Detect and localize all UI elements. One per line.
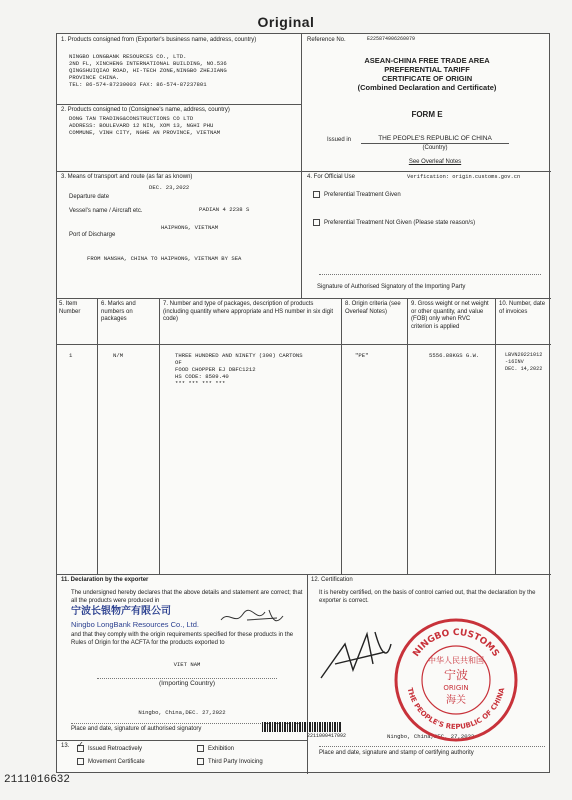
exhibition-checkbox[interactable] (197, 745, 204, 752)
departure-date: DEC. 23,2022 (149, 184, 190, 191)
certifier-place-date: Ningbo, China,DEC. 27,2022 (387, 733, 475, 740)
box2-label: 2. Products consigned to (Consignee's name, address, country) (61, 107, 230, 113)
invoice-line: LBVN20221012 (505, 352, 543, 358)
issued-in-country: THE PEOPLE'S REPUBLIC OF CHINA (361, 135, 509, 144)
certification-text: It is hereby certified, on the basis of control carried out, that the declaration by the exporter is correct. (319, 590, 536, 604)
divider (301, 34, 302, 298)
consignee-line: COMMUNE, VINH CITY, NGHE AN PROVINCE, VIETNAM (69, 129, 221, 136)
divider (159, 298, 160, 574)
desc-line: OF (175, 359, 182, 366)
invoice-line: -16INV (505, 359, 524, 365)
exporter-line: PROVINCE CHINA. (69, 74, 120, 81)
gross-weight-value: 5556.88KGS G.W. (429, 352, 480, 359)
country-line (97, 678, 277, 679)
divider (407, 298, 408, 574)
stamp-cn-bottom: 海关 (446, 695, 466, 706)
not-given-label: Preferential Treatment Not Given (Please state reason/s) (324, 220, 476, 227)
company-chop-cn: 宁波长银物产有限公司 (71, 606, 171, 617)
desc-line: *** *** *** *** (175, 380, 226, 387)
third-party-checkbox[interactable] (197, 758, 204, 765)
box4-label: 4. For Official Use (307, 174, 355, 180)
exporter-place-label: Place and date, signature of authorised signatory (71, 726, 202, 732)
reference-number: E225874906260079 (367, 36, 416, 42)
col-gross-weight: 9. Gross weight or net weight or other quantity, and value (FOB) only when RVC criterion is applied (411, 301, 489, 330)
movement-label: Movement Certificate (88, 759, 145, 766)
issued-retro-label: Issued Retroactively (88, 746, 143, 753)
reference-label: Reference No. (307, 37, 346, 43)
given-label: Preferential Treatment Given (324, 192, 401, 199)
port-of-discharge: HAIPHONG, VIETNAM (161, 224, 219, 231)
divider (495, 298, 496, 574)
third-party-invoicing (197, 758, 305, 767)
barcode (262, 722, 342, 732)
heading-line: PREFERENTIAL TARIFF (384, 65, 470, 74)
divider (57, 344, 551, 345)
exporter-place-date: Ningbo, China,DEC. 27,2022 (138, 709, 226, 716)
movement-checkbox[interactable] (77, 758, 84, 765)
divider (57, 740, 307, 741)
box11-label: 11. Declaration by the exporter (61, 577, 149, 583)
description-value (175, 352, 347, 387)
divider (57, 171, 551, 172)
exporter-signature (217, 606, 287, 630)
box3-label: 3. Means of transport and route (as far as known) (61, 174, 193, 180)
preferential-given (313, 191, 513, 200)
invoice-line: DEC. 14,2022 (505, 366, 543, 372)
stamp-cn-ring: 中华人民共和国 (428, 656, 484, 665)
verification-url: Verification: origin.customs.gov.cn (407, 174, 521, 180)
vessel-name: PADIAN 4 2238 S (199, 206, 250, 213)
stamp-bottom-text: THE PEOPLE'S REPUBLIC OF CHINA (405, 686, 507, 732)
exporter-line: TEL: 86-574-87230003 FAX: 86-574-87237801 (69, 81, 207, 88)
col-origin-criteria: 8. Origin criteria (see Overleaf Notes) (345, 301, 401, 315)
issued-retro-checkbox[interactable] (77, 745, 84, 752)
divider (57, 298, 551, 299)
certifier-date-line (319, 746, 545, 747)
importing-party-signature-label: Signature of Authorised Signatory of the Importing Party (317, 284, 466, 290)
departure-label: Departure date (69, 194, 110, 200)
stamp-top-text: NINGBO CUSTOMS (411, 627, 501, 659)
preferential-not-given (313, 219, 549, 228)
customs-stamp (393, 617, 519, 743)
divider (57, 574, 551, 575)
document-title: Original (257, 14, 315, 30)
barcode-number: 2211000417092 (307, 733, 347, 739)
col-item-number: 5. Item Number (59, 301, 81, 315)
country-caption: (Country) (422, 145, 448, 151)
col-invoices: 10. Number, date of invoices (499, 301, 546, 315)
heading-line: (Combined Declaration and Certificate) (357, 83, 497, 92)
col-description: 7. Number and type of packages, description of products (including quantity where appropriate and HS number in six digit code) (163, 301, 334, 322)
form-e-title: FORM E (411, 110, 443, 119)
divider (341, 298, 342, 574)
declaration-text-2: and that they comply with the origin requirements specified for these products in the Rules of Origin for the ACFTA for the products exported to (71, 632, 294, 646)
desc-line: THREE HUNDRED AND NINETY (390) CARTONS (175, 352, 303, 359)
given-checkbox[interactable] (313, 191, 320, 198)
consignee-line: DONG TAN TRADING&CONSTRUCTIONS CO LTD (69, 115, 194, 122)
vessel-label: Vessel's name / Aircraft etc. (69, 208, 143, 214)
route: FROM NANSHA, CHINA TO HAIPHONG, VIETNAM BY SEA (87, 255, 242, 262)
exporter-line: QINGSHUIQIAO ROAD, HI-TECH ZONE,NINGBO ZHEJIANG (69, 67, 227, 74)
exporter-line: 2ND FL, XINCHENG INTERNATIONAL BUILDING, NO.536 (69, 60, 227, 67)
box12-label: 12. Certification (311, 577, 353, 583)
footer-code: 2111016632 (4, 774, 71, 786)
divider (57, 104, 301, 105)
declaration-text: The undersigned hereby declares that the above details and statement are correct; that all the products were produced in (71, 590, 303, 604)
importing-country: VIET NAM (173, 661, 201, 668)
box1-label: 1. Products consigned from (Exporter's business name, address, country) (61, 37, 257, 43)
desc-line: FOOD CHOPPER EJ DBFC1212 (175, 366, 256, 373)
exhibition (197, 745, 297, 754)
col-marks: 6. Marks and numbers on packages (101, 301, 136, 322)
certifier-place-label: Place and date, signature and stamp of certifying authority (319, 750, 474, 756)
issued-in-label: Issued in (327, 137, 352, 143)
exporter-line: NINGBO LONGBANK RESOURCES CO., LTD. (69, 53, 187, 60)
exporter-address (69, 53, 299, 88)
heading-line: CERTIFICATE OF ORIGIN (381, 74, 473, 83)
heading-line: ASEAN-CHINA FREE TRADE AREA (364, 56, 490, 65)
company-chop-en: Ningbo LongBank Resources Co., Ltd. (71, 620, 199, 629)
third-party-label: Third Party Invoicing (208, 759, 263, 766)
origin-criteria-value: "PE" (355, 352, 369, 359)
box13-label: 13. (61, 743, 70, 749)
stamp-origin: ORIGIN (443, 684, 469, 692)
marks-value: N/M (113, 352, 124, 359)
divider (97, 298, 98, 574)
port-label: Port of Discharge (69, 232, 116, 238)
consignee-line: ADDRESS: BOULEVARD 12 NIN, XOM 13, NGHI PHU (69, 122, 214, 129)
certifier-signature (315, 624, 395, 684)
certificate-heading (307, 56, 547, 92)
invoice-value (505, 352, 551, 373)
desc-line: HS CODE: 8509.40 (175, 373, 229, 380)
movement-certificate (77, 758, 187, 767)
issued-retroactively (77, 745, 187, 754)
exhibition-label: Exhibition (208, 746, 235, 753)
not-given-checkbox[interactable] (313, 219, 320, 226)
stamp-cn-mid: 宁波 (443, 668, 469, 682)
see-overleaf-notes: See Overleaf Notes (408, 159, 462, 165)
consignee-address (69, 115, 299, 136)
importing-country-label: (Importing Country) (159, 680, 215, 687)
item-number: 1 (69, 352, 73, 359)
divider (307, 574, 308, 774)
signature-line (319, 274, 541, 275)
